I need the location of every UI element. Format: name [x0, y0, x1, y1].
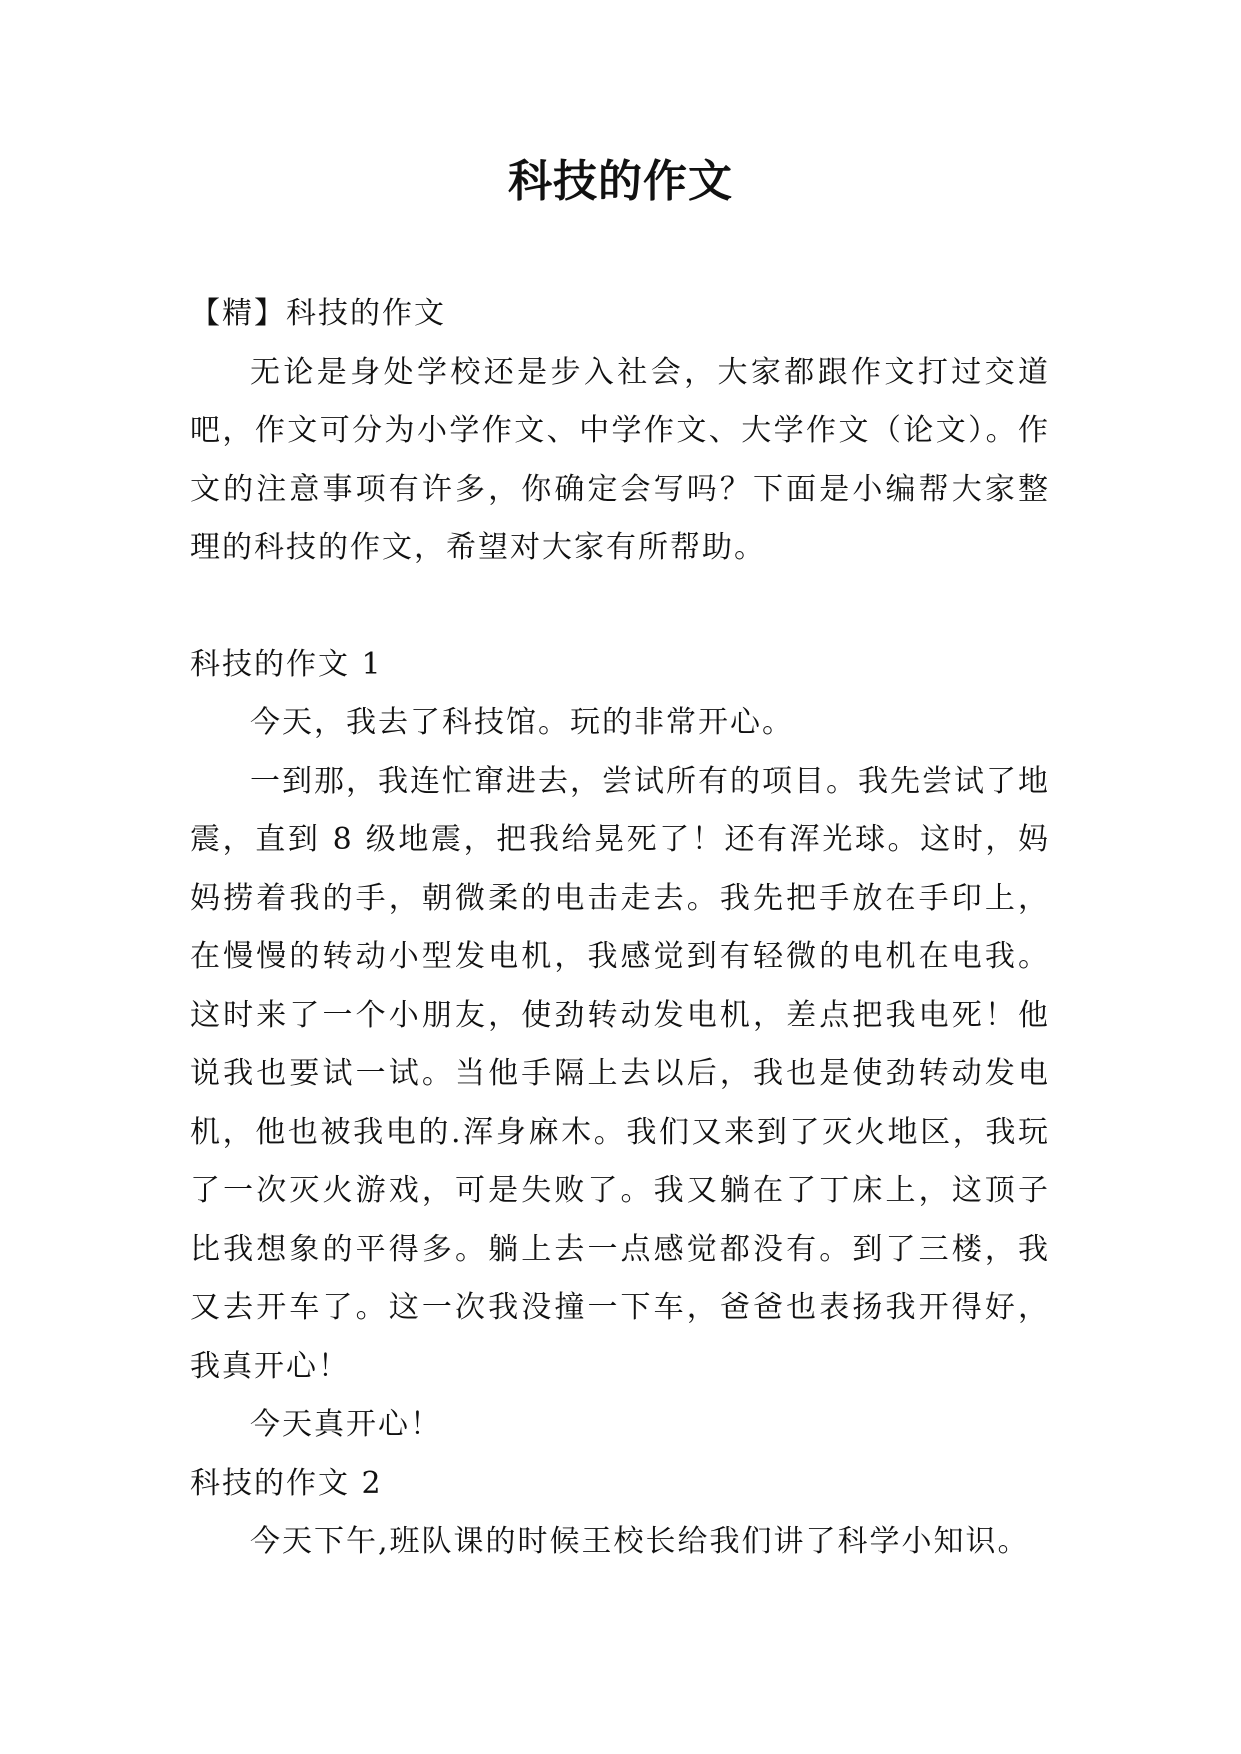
essay-1-paragraph: 今天真开心！ [250, 1407, 442, 1442]
document-body [190, 285, 1050, 1572]
intro-paragraph: 无论是身处学校还是步入社会，大家都跟作文打过交道吧，作文可分为小学作文、中学作文、大学作文（论文）。作文的注意事项有许多，你确定会写吗？下面是小编帮大家整理的科技的作文，希望对大家有所帮助。 [190, 354, 1050, 565]
lead-heading: 【精】科技的作文 [190, 296, 446, 331]
document-title: 科技的作文 [508, 156, 733, 207]
essay-2-paragraph: 今天下午,班队课的时候王校长给我们讲了科学小知识。 [250, 1524, 1030, 1559]
essay-1-paragraph: 今天，我去了科技馆。玩的非常开心。 [250, 705, 794, 740]
essay-1-heading: 科技的作文 1 [190, 646, 383, 682]
essay-1-paragraph: 一到那，我连忙窜进去，尝试所有的项目。我先尝试了地震，直到 8 级地震，把我给晃死了！还有浑光球。这时，妈妈捞着我的手，朝微柔的电击走去。我先把手放在手印上，在慢慢的转动小型发电机，我感觉到有轻微的电机在电我。这时来了一个小朋友，使劲转动发电机，差点把我电死！他说我也要试一试。当他手隔上去以后，我也是使劲转动发电机，他也被我电的.浑身麻木。我们又来到了灭火地区，我玩了一次灭火游戏，可是失败了。我又躺在了丁床上，这顶子比我想象的平得多。躺上去一点感觉都没有。到了三楼，我又去开车了。这一次我没撞一下车，爸爸也表扬我开得好，我真开心！ [190, 763, 1050, 1384]
section-spacer [190, 578, 1050, 636]
essay-2-heading: 科技的作文 2 [190, 1465, 383, 1501]
